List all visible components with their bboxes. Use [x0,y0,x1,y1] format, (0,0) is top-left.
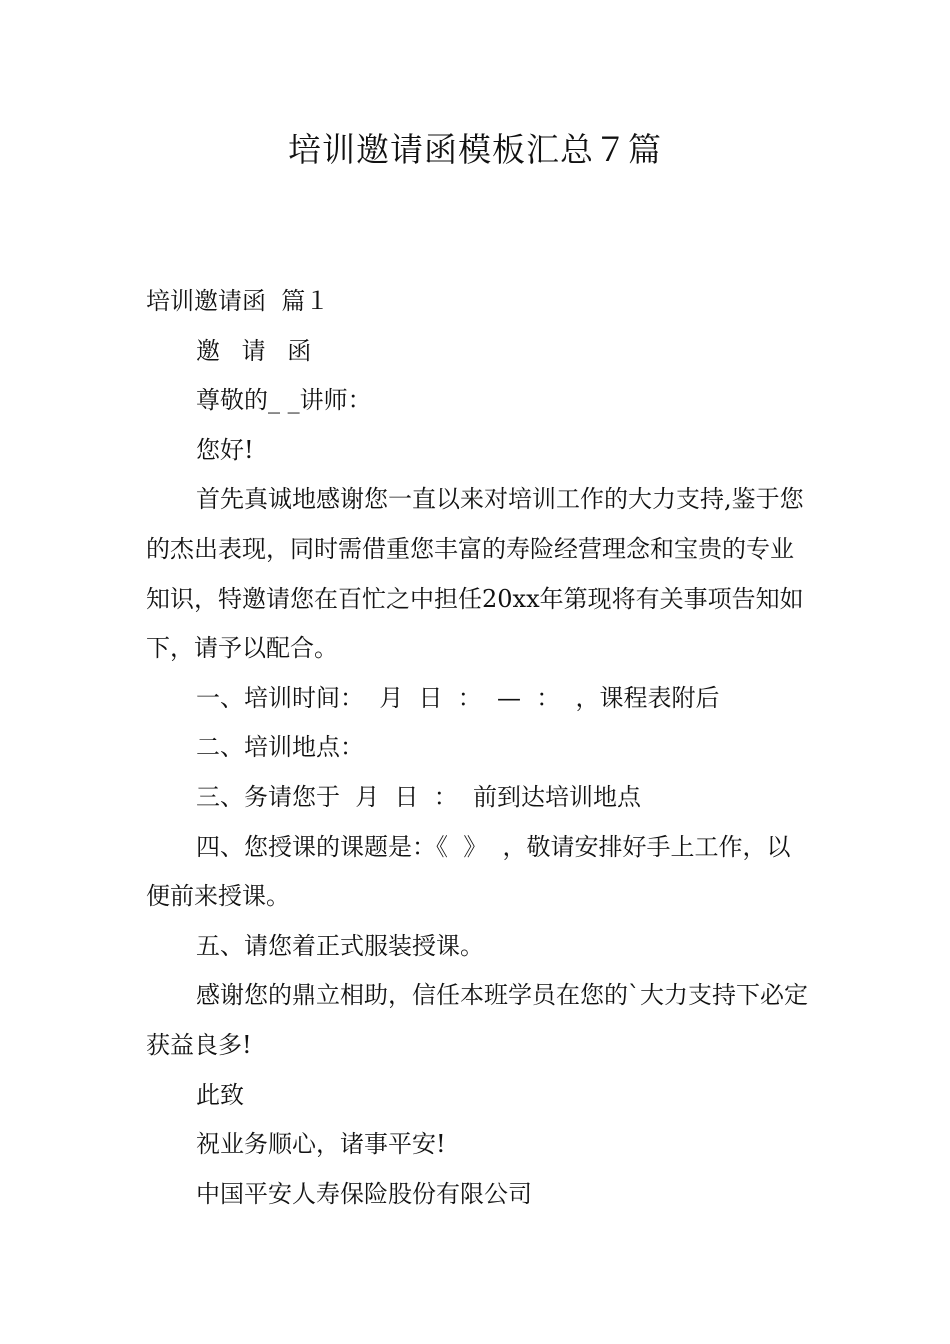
section-heading: 培训邀请函 篇１ [146,287,330,315]
letter-heading: 邀 请 函 [196,336,319,365]
salutation: 尊敬的_ _讲师： [196,386,372,415]
document-body [146,277,810,1219]
closing-line: 祝业务顺心，诸事平安! [196,1130,446,1159]
intro-paragraph: 首先真诚地感谢您一直以来对培训工作的大力支持,鉴于您的杰出表现，同时需借重您丰富的寿险经营理念和宝贵的专业知识，特邀请您在百忙之中担任20xx年第现将有关事项告知如下，请予以配合。 [146,485,804,663]
list-item: 一、培训时间： 月 日 ： — ： ，课程表附后 [196,683,720,712]
list-item: 三、务请您于 月 日 ： 前到达培训地点 [196,782,642,811]
thanks-paragraph: 感谢您的鼎立相助，信任本班学员在您的`大力支持下必定获益良多! [146,981,808,1059]
list-item: 五、请您着正式服装授课。 [196,931,484,960]
list-item: 二、培训地点： [196,733,364,762]
greeting: 您好! [196,435,254,464]
closing-line: 此致 [196,1080,244,1109]
list-item: 四、您授课的课题是：《 》 ，敬请安排好手上工作，以便前来授课。 [146,832,791,911]
signature: 中国平安人寿保险股份有限公司 [196,1179,532,1208]
document-title: 培训邀请函模板汇总７篇 [288,130,662,169]
